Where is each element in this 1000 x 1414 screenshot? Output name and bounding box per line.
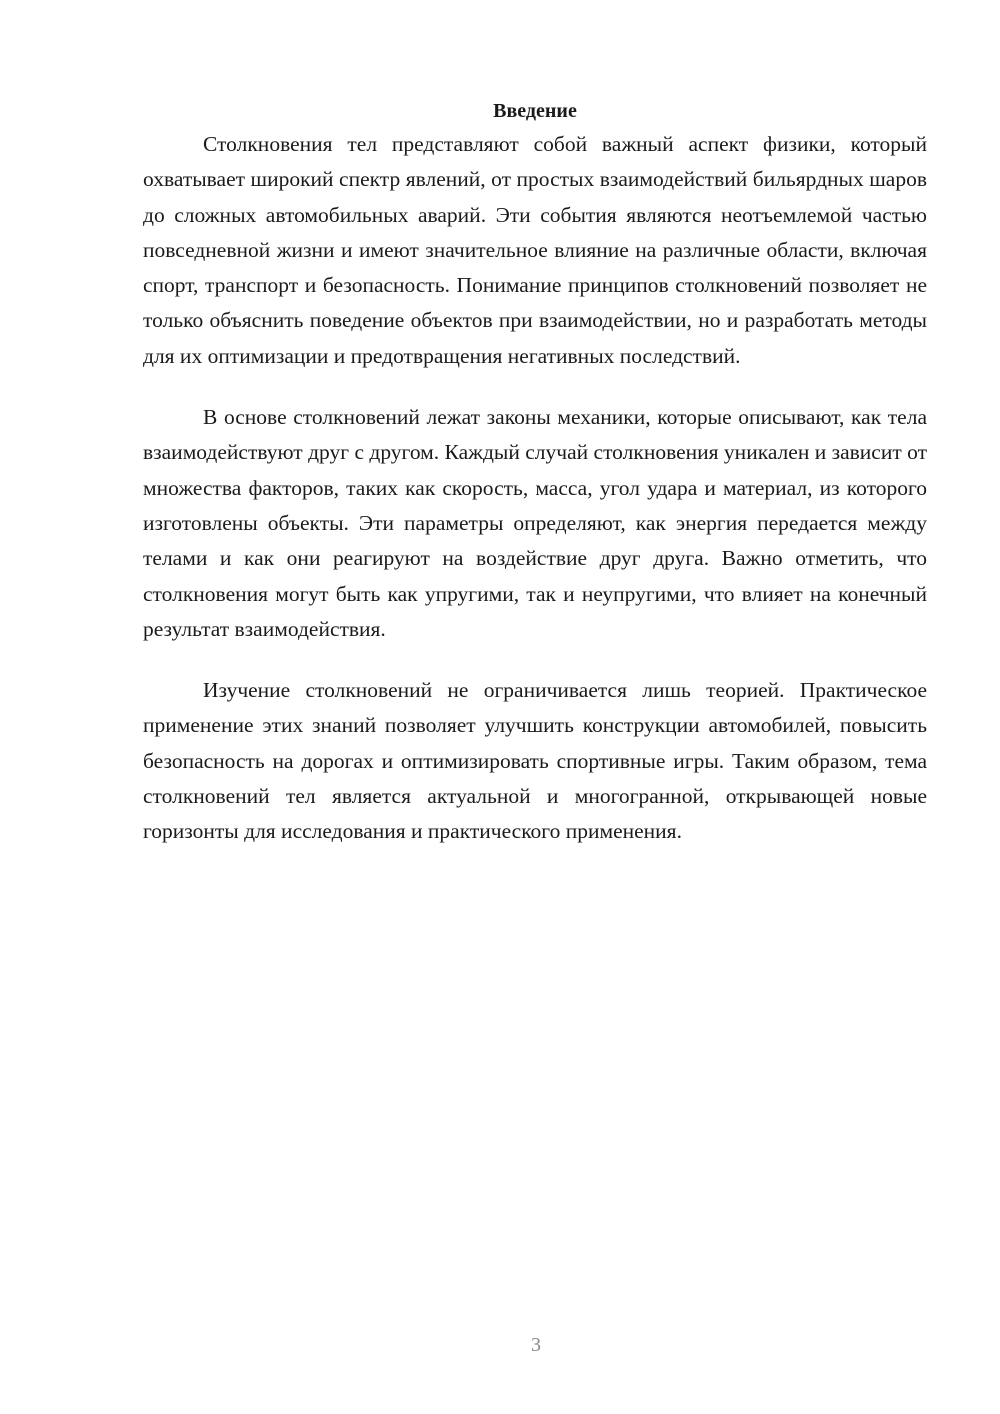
paragraph-1: Столкновения тел представляют собой важный аспект физики, который охватывает широкий спектр явлений, от простых взаимодействий бильярдных шаров до сложных автомобильных аварий. Эти события являются неотъемлемой частью повседневной жизни и имеют значительное влияние на различные области, включая спорт, транспорт и безопасность. Понимание принципов столкновений позволяет не только объяснить поведение объектов при взаимодействии, но и разработать методы для их оптимизации и предотвращения негативных последствий.	[143, 132, 927, 368]
page-content	[143, 94, 927, 876]
page-number: 3	[531, 1334, 541, 1356]
section-title: Введение	[493, 100, 577, 122]
paragraph-2: В основе столкновений лежат законы механики, которые описывают, как тела взаимодействуют друг с другом. Каждый случай столкновения уникален и зависит от множества факторов, таких как скорость, масса, угол удара и материал, из которого изготовлены объекты. Эти параметры определяют, как энергия передается между телами и как они реагируют на воздействие друг друга. Важно отметить, что столкновения могут быть как упругими, так и неупругими, что влияет на конечный результат взаимодействия.	[143, 405, 927, 641]
paragraph-3: Изучение столкновений не ограничивается лишь теорией. Практическое применение этих знаний позволяет улучшить конструкции автомобилей, повысить безопасность на дорогах и оптимизировать спортивные игры. Таким образом, тема столкновений тел является актуальной и многогранной, открывающей новые горизонты для исследования и практического применения.	[143, 678, 927, 844]
